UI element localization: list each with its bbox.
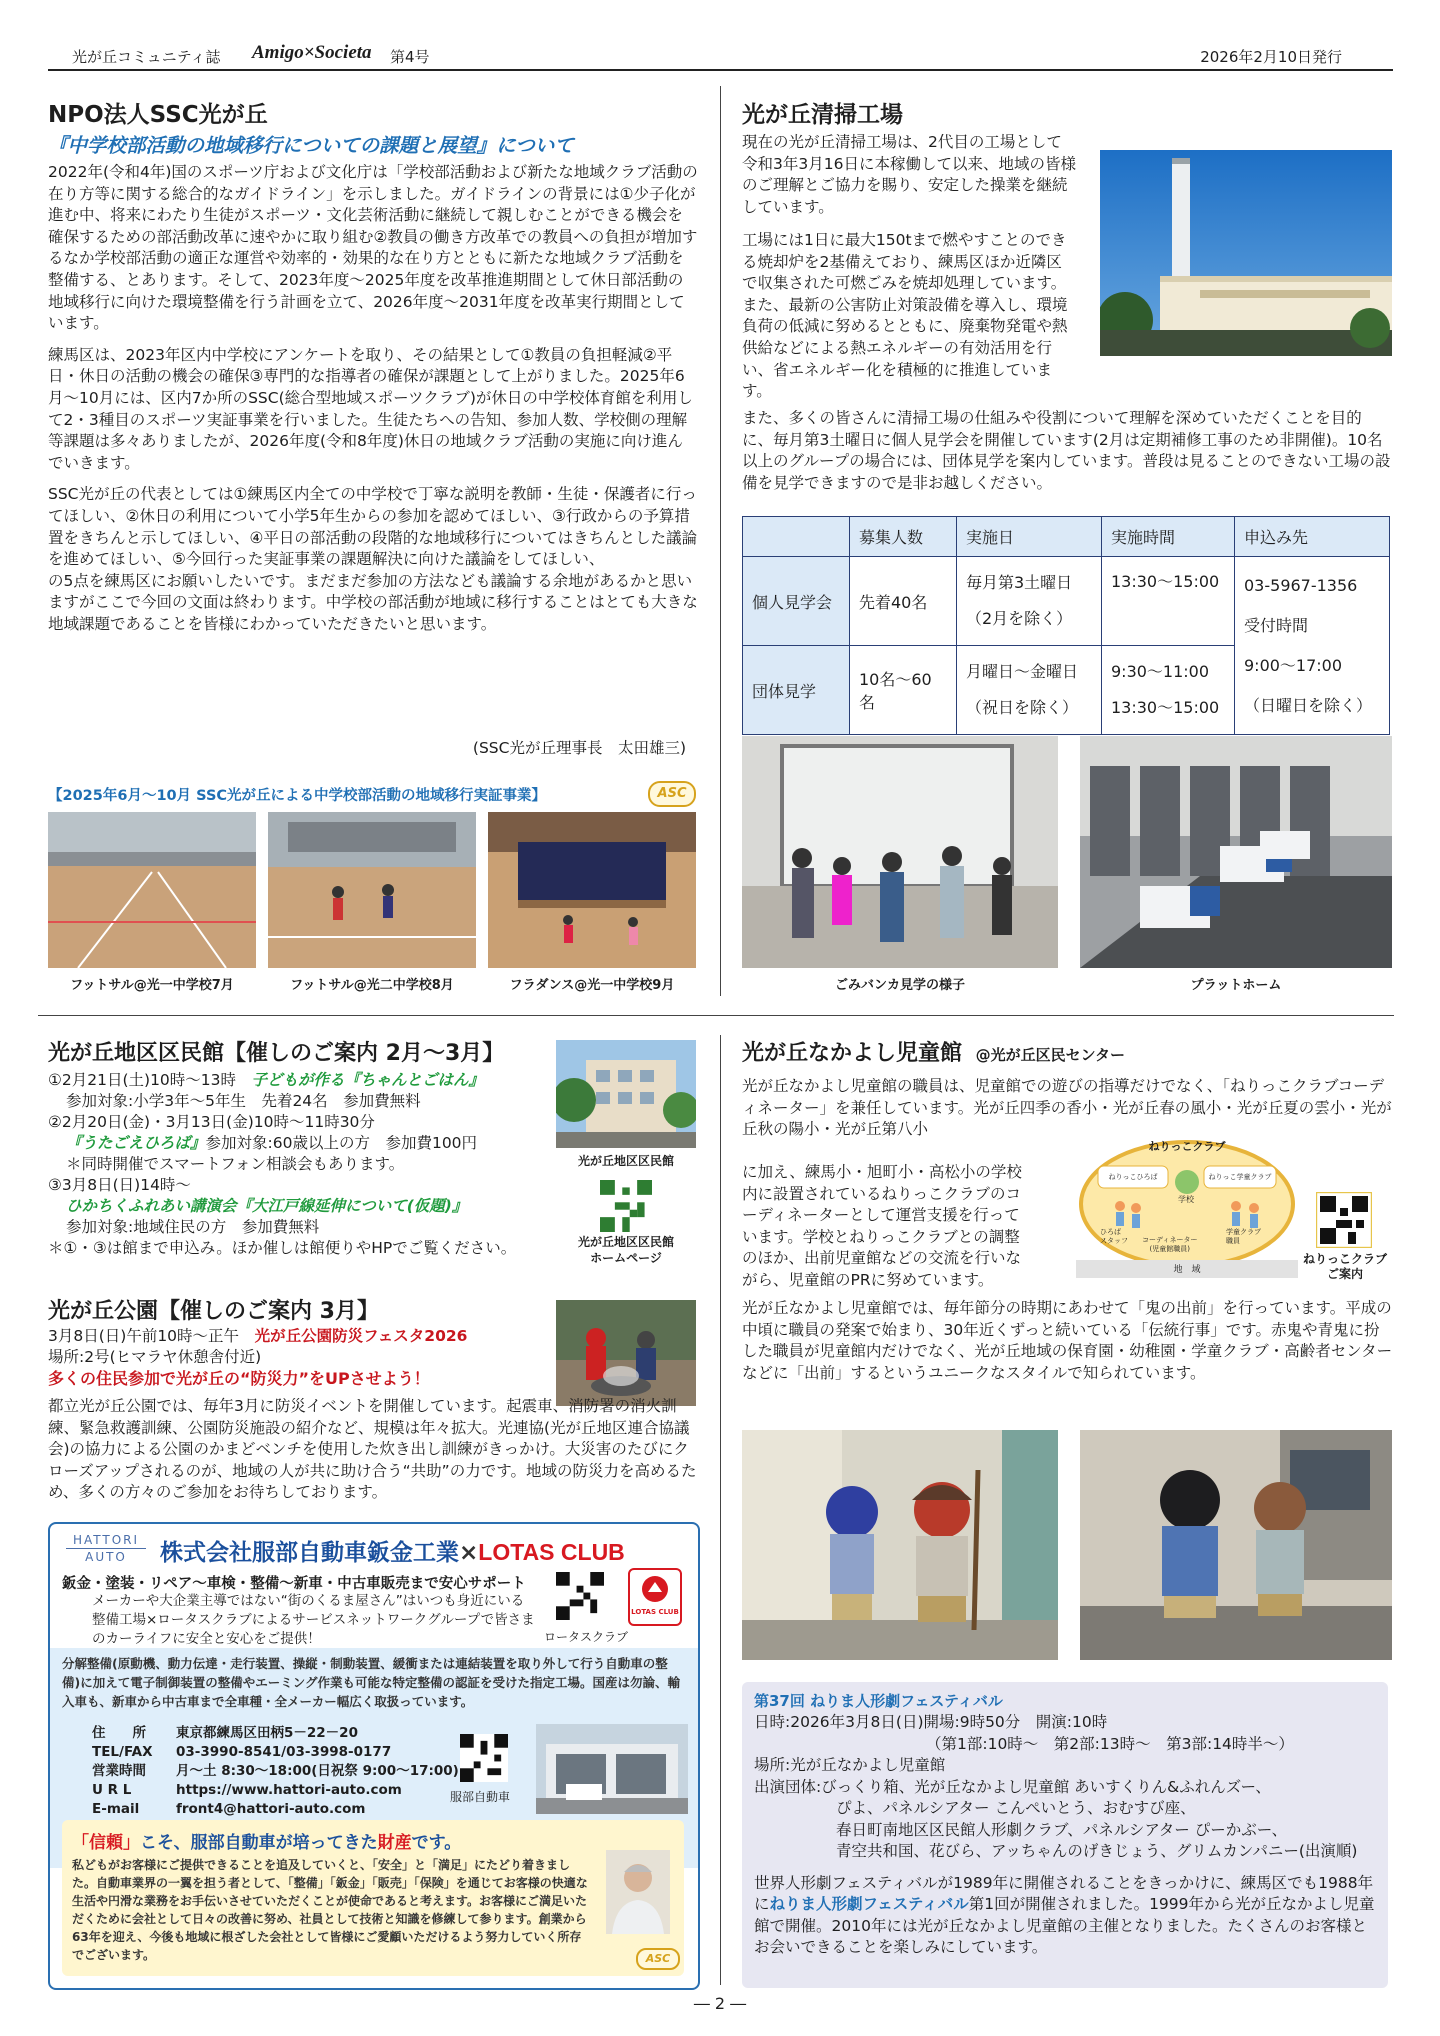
president-photo (606, 1850, 670, 1934)
table-cell-line: （祝日を除く） (966, 698, 1079, 717)
park-details (48, 1326, 548, 1389)
plant-photo (1100, 150, 1392, 356)
npo-paragraph-3: SSC光が丘の代表としては①練馬区内全ての中学校で丁寧な説明を教師・生徒・保護者に行ってほしい、②休日の利用について小学5年生からの参加を認めてほしい、③行政からの予算措置をきちんと示してほしい、④平日の部活動の段階的な地域移行についてはきちんとした議論を進めてほしい、⑤今回行った実証事業の課題解決に向けた議論をしてほしい、 (48, 485, 698, 569)
npo-paragraph-4: の5点を練馬区にお願いしたいです。まだまだ参加の方法なども議論する余地があるかと思いますがここで今回の文面は終わります。中学校の部活動が地域に移行することはとても大きな地域課題であることを皆様にわかっていただきたいと思います。 (48, 571, 698, 633)
neriko-qr-code[interactable] (1316, 1192, 1372, 1248)
ad-desc-line: 整備工場×ロータスクラブによるサービスネットワークグループで皆さま (92, 1612, 535, 1628)
npo-photo-heading: 【2025年6月～10月 SSC光が丘による中学校部活動の地域移行実証事業】 (48, 788, 547, 804)
table-cell-line: 毎月第3土曜日 (966, 573, 1073, 592)
event-3-name: ひかちくふれあい講演会『大江戸線延伸について(仮題)』 (66, 1197, 468, 1215)
hattori-logo-line-1: HATTORI (72, 1533, 140, 1547)
photo-caption-bunker: ごみバンカ見学の様子 (834, 978, 965, 993)
event-1-time: ①2月21日(土)10時～13時 子どもが作る『ちゃんとごはん』 (48, 1071, 485, 1089)
hula-photo (488, 812, 696, 968)
park-title: 光が丘公園【催しのご案内 3月】 (48, 1299, 379, 1324)
futsal-photo-1 (48, 812, 256, 968)
park-event-name: 光が丘公園防災フェスタ2026 (254, 1327, 468, 1345)
hattori-ad (48, 1522, 700, 1990)
festival-performers-4: 青空共和国、花びら、アッちゃんのげきじょう、グリムカンパニー(出演順) (836, 1842, 1358, 1860)
festival-date: 日時:2026年3月8日(日)開場:9時50分 開演:10時 (754, 1713, 1108, 1731)
oni-photo-2 (1080, 1430, 1392, 1660)
event-3-time: ③3月8日(日)14時～ (48, 1176, 191, 1194)
kuminkan-photo (556, 1040, 696, 1148)
ad-service-text: 分解整備(原動機、動力伝達・走行装置、操縦・制動装置、緩衝または連結装置を取り外して行う自動車の整備)に加えて電子制御装置の整備やエーミング作業も可能な特定整備の認証を受けた指定工場。国産は勿論、輸入車も、新車から中古車まで全車種・全メーカー幅広く取扱っています。 (62, 1656, 680, 1709)
event-3-detail: 参加対象:地域住民の方 参加費無料 (66, 1218, 320, 1236)
platform-photo (1080, 736, 1392, 968)
tour-schedule-table (742, 516, 1390, 735)
neriko-gakudo-label: ねりっこ学童クラブ (1208, 1173, 1272, 1181)
asc-logo: ASC (648, 781, 696, 807)
ad-desc-line: のカーライフに安全と安心をご提供！ (92, 1631, 321, 1647)
lotas-club-name: LOTAS CLUB (478, 1539, 625, 1565)
info-row: 住 所 東京都練馬区田柄5－22－20 (92, 1725, 358, 1741)
lotas-badge-label: LOTAS CLUB (631, 1608, 679, 1616)
festival-box (742, 1682, 1388, 1988)
info-row: E-mail front4@hattori-auto.com (92, 1801, 366, 1817)
festival-title: 第37回 ねりま人形劇フェスティバル (754, 1692, 1003, 1710)
publish-date: 2026年2月10日発行 (1200, 48, 1342, 66)
column-divider-bottom (720, 1035, 721, 1985)
festival-place: 場所:光が丘なかよし児童館 (754, 1756, 946, 1774)
plant-paragraph-3: また、多くの皆さんに清掃工場の仕組みや役割について理解を深めていただくことを目的に、毎月第3土曜日に個人見学会を開催しています(2月は定期補修工事のため非開催)。10名以上のグループの場合には、団体見学を案内しています。普段は見ることのできない工場の設備を見学できますので是非お越しください。 (742, 409, 1391, 492)
neriko-diagram-title: ねりっこクラブ (1148, 1140, 1226, 1153)
festival-program: （第1部:10時～ 第2部:13時～ 第3部:14時半～） (926, 1734, 1294, 1753)
event-1-name: 子どもが作る『ちゃんとごはん』 (251, 1071, 485, 1089)
npo-body (48, 162, 698, 635)
event-2-time: ②2月20日(金)・3月13日(金)10時～11時30分 (48, 1113, 375, 1131)
table-header-cell: 申込み先 (1235, 517, 1390, 557)
gakudo-staff-label: 学童クラブ 職員 (1226, 1228, 1261, 1245)
brand-logo: Amigo×Societa (252, 42, 372, 63)
ad-info-list (92, 1724, 459, 1819)
park-event-time: 3月8日(日)午前10時～正午 光が丘公園防災フェスタ2026 (48, 1327, 468, 1345)
table-cell: 先着40名 (850, 557, 957, 646)
festival-details (754, 1712, 1380, 1959)
table-cell: 団体見学 (743, 646, 850, 735)
bunker-tour-photo (742, 736, 1058, 968)
table-header-cell: 募集人数 (850, 517, 957, 557)
lotas-qr-caption: ロータスクラブ (544, 1630, 629, 1644)
school-label: 学校 (1178, 1195, 1194, 1204)
ad-slogan: 「信頼」こそ、服部自動車が培ってきた財産です。 (72, 1833, 462, 1853)
event-2-name: 『うたごえひろば』 (66, 1134, 206, 1152)
table-row (743, 557, 1390, 646)
jidokan-paragraph-1b: に加え、練馬小・旭町小・高松小の学校内に設置されているねりっこクラブのコーディネーターとして運営支援を行っています。学校とねりっこクラブとの調整のほか、出前児童館などの交流を行いながら、児童館のPRに努めています。 (742, 1163, 1022, 1289)
neriko-diagram (1076, 1132, 1298, 1288)
neriko-hiroba-label: ねりっこひろば (1108, 1173, 1158, 1181)
hattori-qr-code[interactable] (460, 1734, 508, 1782)
table-header-cell (743, 517, 850, 557)
page-header (72, 42, 1342, 70)
kuminkan-events (48, 1070, 568, 1259)
page-number: ― 2 ― (693, 1994, 747, 2013)
hattori-logo (66, 1532, 146, 1572)
issue-number: 第4号 (390, 48, 430, 66)
ad-asc-logo: ASC (636, 1948, 680, 1970)
contact-note: （日曜日を除く） (1244, 695, 1373, 715)
header-rule (48, 69, 1393, 71)
neriko-qr-caption: ねりっこクラブ ご案内 (1302, 1252, 1387, 1281)
table-header-cell: 実施時間 (1102, 517, 1235, 557)
festival-history: 世界人形劇フェスティバルが1989年に開催されることをきっかけに、練馬区でも1988年にねりま人形劇フェスティバル第1回が開催されました。1999年から光が丘なかよし児童館で開催。2010年には光が丘なかよし児童館の主催となりました。たくさんのお客様とお会いできることを楽しみにしています。 (754, 1873, 1375, 1956)
ad-description (92, 1592, 535, 1649)
info-row: 営業時間 月～土 8:30～18:00(日祝祭 9:00～17:00) (92, 1763, 459, 1779)
oni-photo-1 (742, 1430, 1058, 1660)
festival-name-highlight: ねりま人形劇フェスティバル (769, 1895, 969, 1913)
table-cell-line: （2月を除く） (966, 609, 1073, 628)
table-cell: 10名～60名 (850, 646, 957, 735)
info-row: TEL/FAX 03-3990-8541/03-3998-0177 (92, 1744, 392, 1760)
photo-caption-2: フットサル@光二中学校8月 (290, 978, 454, 993)
hattori-qr-caption: 服部自動車 (450, 1790, 511, 1804)
plant-paragraph-2-text: 工場には1日に最大150tまで燃やすことのできる焼却炉を2基備えており、練馬区ほか近隣区で収集された可燃ごみを焼却処理しています。また、最新の公害防止対策設備を導入し、環境負荷の低減に努めるとともに、廃棄物発電や熱供給などによる熱エネルギーの有効活用を行い、省エネルギー化を積極的に推進しています。 (742, 231, 1068, 401)
area-label: 地 域 (1173, 1265, 1201, 1275)
community-name: 光が丘コミュニティ誌 (72, 48, 221, 66)
table-cell-line: 13:30～15:00 (1111, 698, 1220, 717)
npo-paragraph-1: 2022年(令和4年)国のスポーツ庁および文化庁は「学校部活動および新たな地域クラブ活動の在り方等に関する総合的なガイドライン」を示しました。ガイドラインの背景には①少子化が進む中、将来にわたり生徒がスポーツ・文化芸術活動に継続して親しむことができる機会を確保するための部活動改革に速やかに取り組む②教員の働き方改革での教員への負担が増加するなか学校部活動の適正な運営や効率的・効果的な在り方とともに新たな地域クラブ活動を整備する、とあります。そして、2023年度～2025年度を改革推進期間として休日部活動の地域移行に向けた環境整備を行う計画を立て、2026年度～2031年度を改革実行期間としています。 (48, 163, 698, 333)
coordinator-label: コーディネーター (児童館職員) (1142, 1236, 1198, 1253)
lotas-emblem-icon (640, 1574, 670, 1604)
npo-subtitle: 『中学校部活動の地域移行についての課題と展望』について (48, 134, 574, 157)
table-cell (957, 646, 1102, 735)
plant-paragraph-1: 現在の光が丘清掃工場は、2代目の工場として令和3年3月16日に本稼働して以来、地域の皆様のご理解とご協力を賜り、安定した操業を継続しています。 (742, 133, 1076, 216)
ad-closing-text: 私どもがお客様にご提供できることを追及していくと、「安全」と「満足」にたどり着きました。自動車業界の一翼を担う者として、「整備」「鈑金」「販売」「保険」を通じてお客様の快適な生活や円滑な業務をお手伝いさせていただくことが使命であると考えます。お客様にご満足いただくために会社として日々の改善に努め、社員として技術と知識を修練して参ります。創業から63年を迎え、今後も地域に根ざした会社として皆様にご愛顧いただけるよう努力していく所存でございます。 (72, 1858, 588, 1962)
section-divider (38, 1015, 1394, 1016)
npo-signature: (SSC光が丘理事長 太田雄三) (472, 739, 686, 757)
kuminkan-note: ＊①・③は館まで申込み。ほか催しは館便りやHPでご覧ください。 (48, 1239, 517, 1257)
park-paragraph: 都立光が丘公園では、毎年3月に防災イベントを開催しています。起震車、消防署の消火訓練、緊急救護訓練、公園防災施設の紹介など、規模は年々拡大。光連協(光が丘地区連合協議会)の協力による公園のかまどベンチを使用した炊き出し訓練がきっかけ。大災害のたびにクローズアップされるのが、地域の人が共に助け合う“共助”の力です。地域の防災力を高めるため、多くの方々のご参加をお待ちしております。 (48, 1397, 697, 1502)
jidokan-paragraph-2: 光が丘なかよし児童館では、毎年節分の時期にあわせて「鬼の出前」を行っています。平成の中頃に職員の発案で始まり、30年近くずっと続いている「伝統行事」です。赤鬼や青鬼に扮した職員が児童館内だけでなく、光が丘地域の保育園・幼稚園・学童クラブ・高齢者センターなどに「出前」するというユニークなスタイルで知られています。 (742, 1299, 1393, 1382)
contact-hours: 9:00～17:00 (1244, 655, 1343, 675)
jidokan-paragraph-1a: 光が丘なかよし児童館の職員は、児童館での遊びの指導だけでなく、「ねりっこクラブコーディネーター」を兼任しています。光が丘四季の香小・光が丘春の風小・光が丘夏の雲小・光が丘秋の陽小・光が丘第八小 (742, 1077, 1392, 1139)
contact-cell (1235, 557, 1390, 735)
ad-slogan-box (62, 1820, 684, 1976)
hiroba-staff-label: ひろば スタッフ (1100, 1228, 1128, 1245)
park-photo (556, 1300, 696, 1406)
photo-caption-platform: プラットホーム (1190, 978, 1282, 993)
photo-caption-3: フラダンス@光一中学校9月 (509, 978, 675, 993)
lotas-badge (628, 1568, 682, 1626)
event-2-line: 『うたごえひろば』参加対象:60歳以上の方 参加費100円 (66, 1134, 478, 1152)
kuminkan-title: 光が丘地区区民館【催しのご案内 2月～3月】 (48, 1041, 505, 1066)
photo-caption-1: フットサル@光一中学校7月 (70, 978, 234, 993)
event-1-detail: 参加対象:小学3年～5年生 先着24名 参加費無料 (66, 1092, 421, 1110)
kuminkan-qr-caption: 光が丘地区区民館 ホームページ (577, 1235, 674, 1265)
festival-performers-2: ぴよ、パネルシアター こんぺいとう、おむすび座、 (836, 1799, 1196, 1817)
kuminkan-photo-caption: 光が丘地区区民館 (577, 1154, 674, 1168)
table-header-cell: 実施日 (957, 517, 1102, 557)
festival-performers-1: 出演団体:びっくり箱、光が丘なかよし児童館 あいすくりん&ふれんズー、 (754, 1777, 1271, 1796)
event-2-note: ＊同時開催でスマートフォン相談会もあります。 (66, 1155, 405, 1173)
npo-paragraph-2: 練馬区は、2023年区内中学校にアンケートを取り、その結果として①教員の負担軽減②平日・休日の活動の機会の確保③専門的な指導者の確保が課題として上がりました。2025年6月～10月には、区内7か所のSSC(総合型地域スポーツクラブ)が休日の中学校体育館を利用して2・3種目のスポーツ実証事業を行いました。生徒たちへの告知、参加人数、学校側の理解等課題は多々ありましたが、2026年度(令和8年度)休日の地域クラブ活動の実施に向け進んでいきます。 (48, 345, 693, 472)
ad-desc-line: メーカーや大企業主導ではない“街のくるま屋さん”はいつも身近にいる (92, 1593, 525, 1609)
kuminkan-qr-code[interactable] (600, 1180, 652, 1232)
festival-performers-3: 春日町南地区区民館人形劇クラブ、パネルシアター ぴーかぶー、 (836, 1820, 1288, 1839)
futsal-photo-2 (268, 812, 476, 968)
table-cell-line: 月曜日～金曜日 (966, 662, 1079, 681)
table-cell (957, 557, 1102, 646)
ad-company-name: 株式会社服部自動車鈑金工業×LOTAS CLUB (160, 1539, 625, 1566)
info-row: U R L https://www.hattori-auto.com (92, 1782, 402, 1798)
table-cell-line: 9:30～11:00 (1111, 662, 1210, 681)
contact-label: 受付時間 (1244, 615, 1309, 635)
park-slogan: 多くの住民参加で光が丘の“防災力”をUPさせよう！ (48, 1369, 430, 1388)
hattori-logo-line-2: AUTO (66, 1548, 146, 1565)
column-divider-top (720, 86, 721, 996)
table-cell: 13:30～15:00 (1102, 557, 1235, 646)
ad-tagline: 鈑金・塗装・リペア～車検・整備～新車・中古車販売まで安心サポート (62, 1576, 526, 1592)
table-cell: 個人見学会 (743, 557, 850, 646)
npo-title: NPO法人SSC光が丘 (48, 102, 268, 128)
park-event-place: 場所:2号(ヒマラヤ休憩舎付近) (48, 1348, 262, 1366)
table-header-row (743, 517, 1390, 557)
plant-title: 光が丘清掃工場 (742, 102, 903, 128)
lotas-qr-code[interactable] (556, 1572, 604, 1620)
garage-photo (536, 1724, 688, 1814)
jidokan-title: 光が丘なかよし児童館 @光が丘区民センター (742, 1041, 1125, 1066)
contact-phone: 03-5967-1356 (1244, 575, 1358, 595)
table-cell (1102, 646, 1235, 735)
